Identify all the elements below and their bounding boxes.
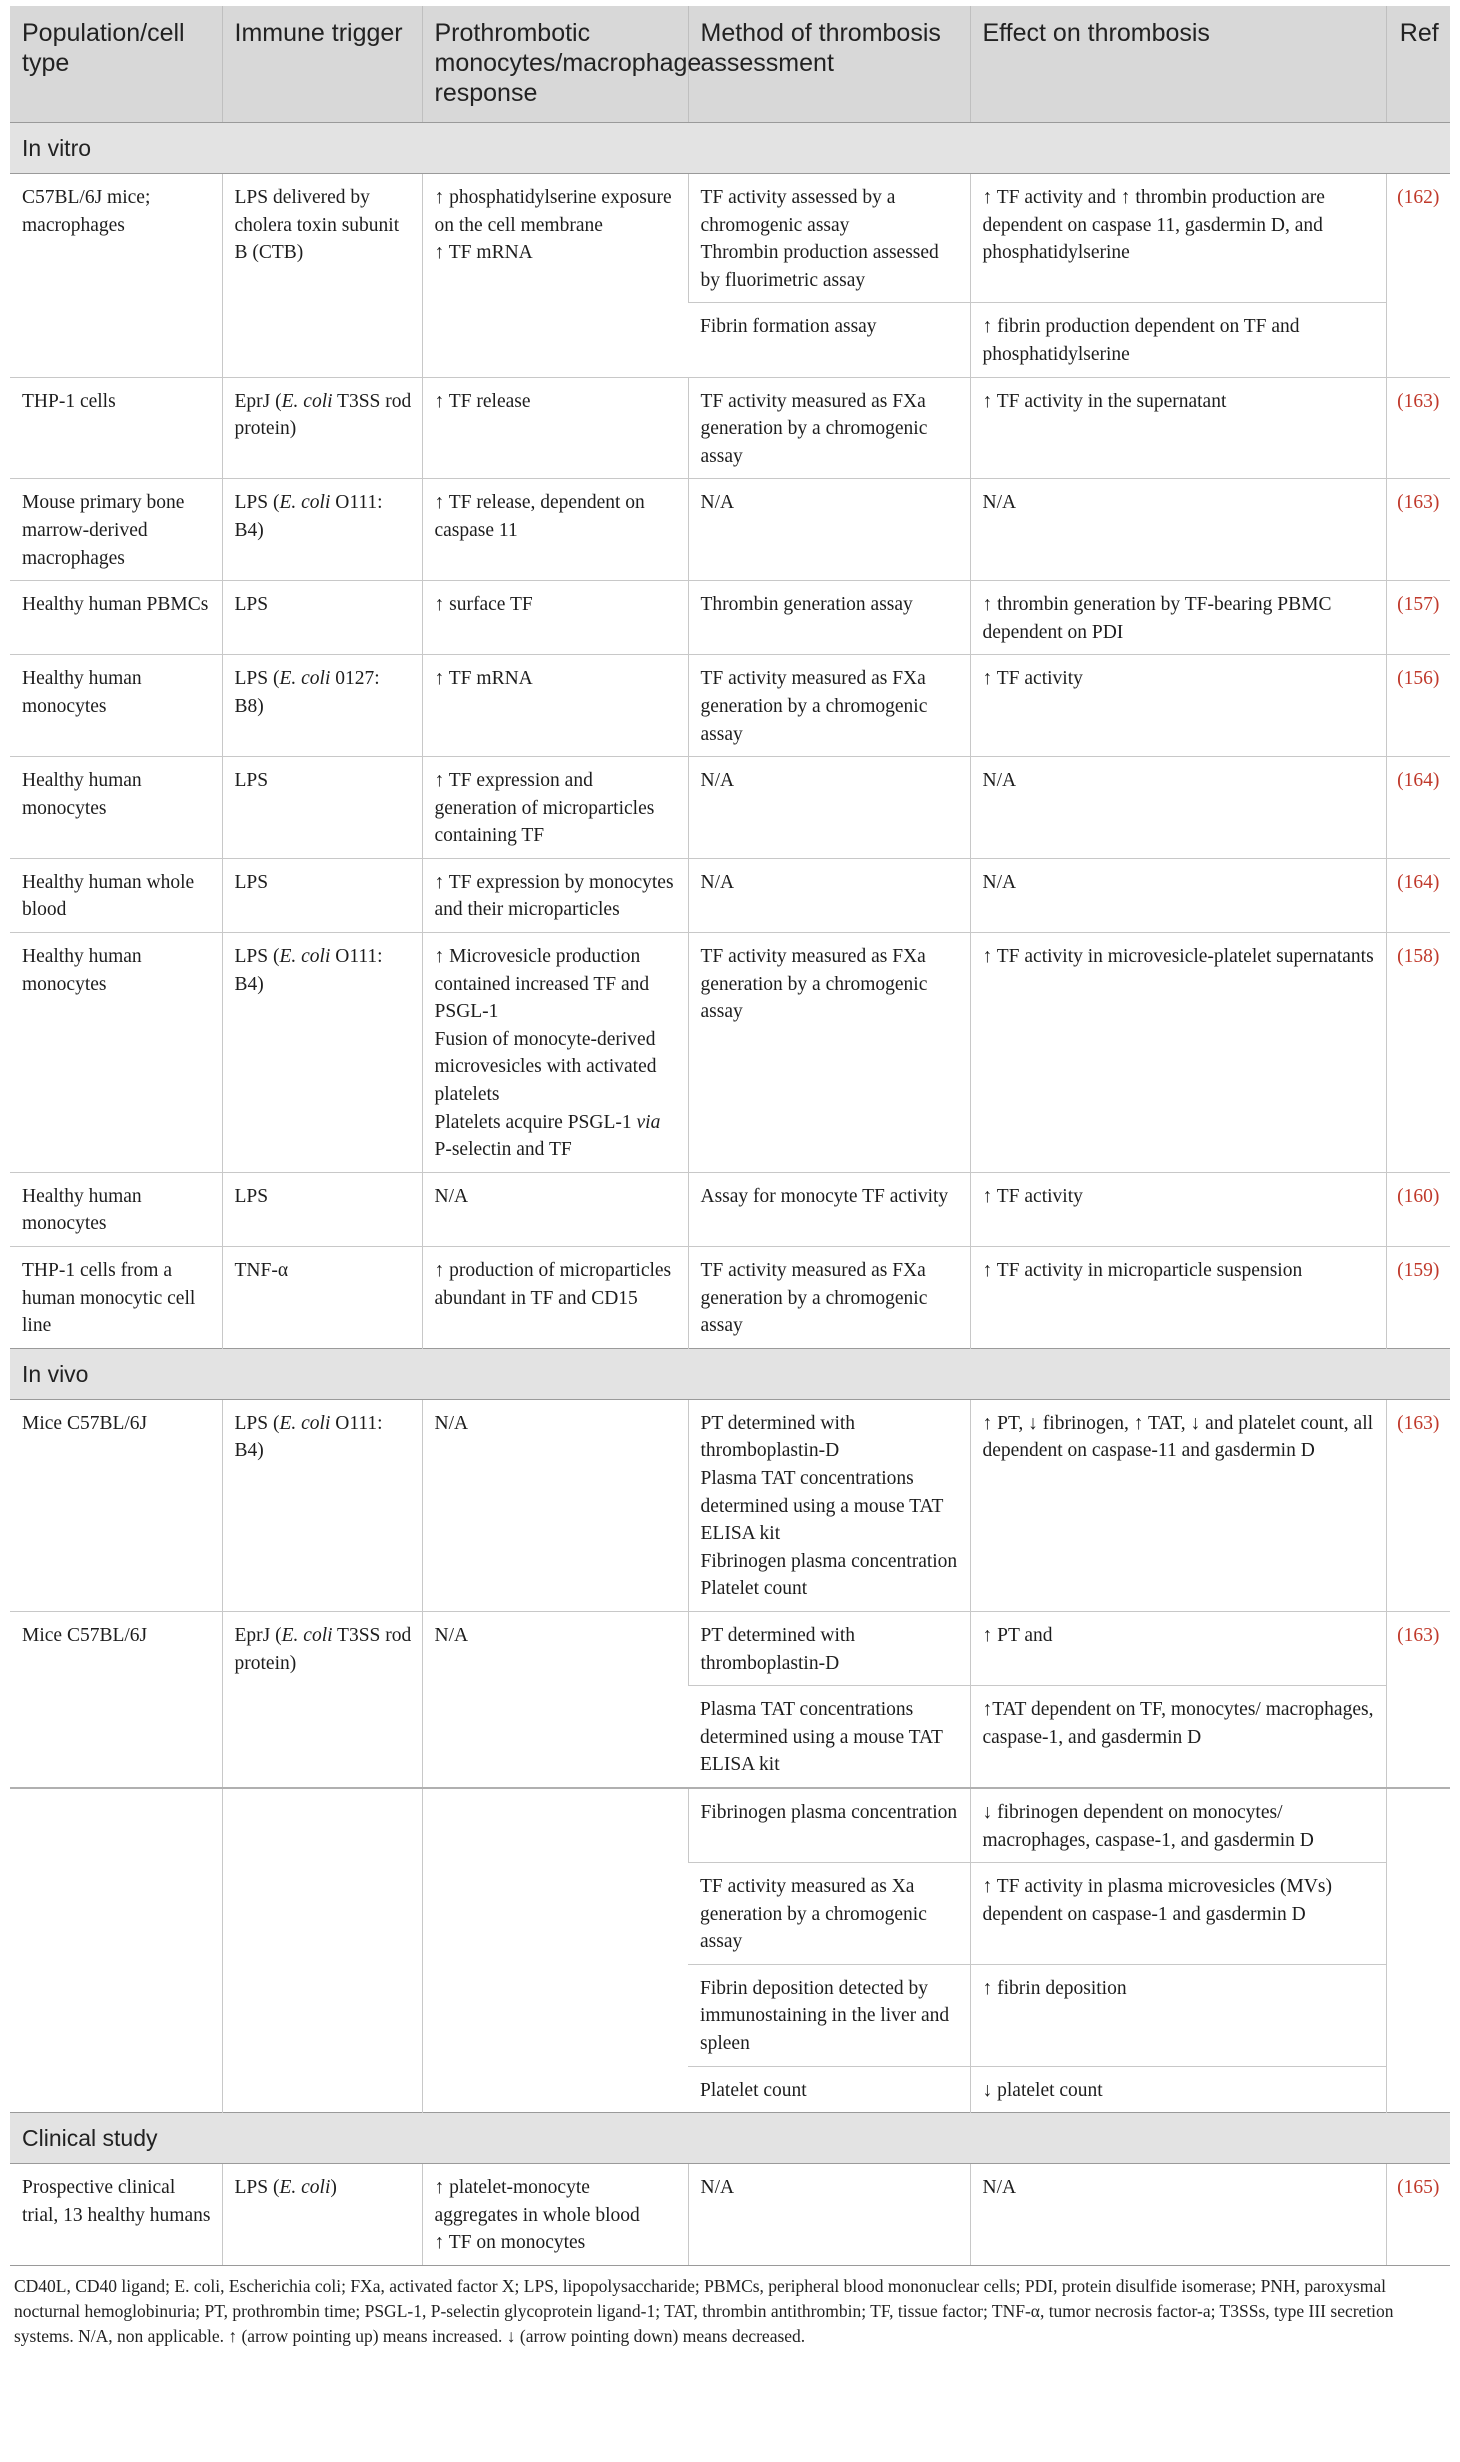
table-row <box>10 174 1450 303</box>
cell-population: Mouse primary bone marrow-derived macrophages <box>10 479 222 581</box>
cell-method: Platelet count <box>688 2066 970 2113</box>
cell-trigger: LPS <box>222 581 422 655</box>
cell-trigger: EprJ (E. coli T3SS rod protein) <box>222 1611 422 1787</box>
cell-response: ↑ TF expression and generation of microparticles containing TF <box>422 757 688 859</box>
cell-effect: ↑ PT, ↓ fibrinogen, ↑ TAT, ↓ and platelet count, all dependent on caspase-11 and gasdermin D <box>970 1399 1386 1611</box>
cell-ref-link[interactable]: (164) <box>1386 858 1450 932</box>
cell-effect: N/A <box>970 479 1386 581</box>
cell-method: Plasma TAT concentrations determined using a mouse TAT ELISA kit <box>688 1686 970 1788</box>
italic-text: E. coli <box>279 492 331 514</box>
cell-trigger: TNF-α <box>222 1247 422 1349</box>
cell-line: ↑ Microvesicle production contained increased TF and PSGL-1 <box>434 946 650 1023</box>
table-row <box>10 479 1450 581</box>
table-row <box>10 1399 1450 1611</box>
cell-population: THP-1 cells from a human monocytic cell line <box>10 1247 222 1349</box>
cell-ref-link[interactable]: (163) <box>1386 479 1450 581</box>
cell-method: TF activity measured as FXa generation by a chromogenic assay <box>688 1247 970 1349</box>
cell-method: Assay for monocyte TF activity <box>688 1172 970 1246</box>
cell-trigger: LPS (E. coli O111: B4) <box>222 1399 422 1611</box>
italic-text: E. coli <box>279 668 331 690</box>
cell-effect: ↑ TF activity in plasma microvesicles (MVs) dependent on caspase-1 and gasdermin D <box>970 1863 1386 1965</box>
section-label: In vivo <box>10 1348 1450 1399</box>
table-row <box>10 655 1450 757</box>
cell-method: Fibrin deposition detected by immunostaining in the liver and spleen <box>688 1964 970 2066</box>
table-row <box>10 1788 1450 1863</box>
cell-method: Thrombin generation assay <box>688 581 970 655</box>
cell-response <box>422 2164 688 2265</box>
cell-population: Healthy human monocytes <box>10 757 222 859</box>
cell-method: PT determined with thromboplastin-D <box>688 1611 970 1685</box>
header-population: Population/cell type <box>10 6 222 123</box>
table-row <box>10 377 1450 479</box>
cell-effect: ↑ fibrin deposition <box>970 1964 1386 2066</box>
cell-response: ↑ TF release <box>422 377 688 479</box>
cell-line: Fusion of monocyte-derived microvesicles with activated platelets <box>434 1028 657 1106</box>
cell-line: ↑ phosphatidylserine exposure on the cell membrane <box>434 187 672 236</box>
cell-trigger: EprJ (E. coli T3SS rod protein) <box>222 377 422 479</box>
cell-population: Healthy human PBMCs <box>10 581 222 655</box>
table-footnote: CD40L, CD40 ligand; E. coli, Escherichia coli; FXa, activated factor X; LPS, lipopolysaccharide; PBMCs, peripheral blood mononuclear cells; PDI, protein disulfide isomerase; PNH, paroxysmal nocturnal hemoglobinuria; PT, prothrombin time; PSGL-1, P-selectin glycoprotein ligand-1; TAT, thrombin antithrombin; TF, tissue factor; TNF-α, tumor necrosis factor-a; T3SSs, type III secretion systems. N/A, non applicable. ↑ (arrow pointing up) means increased. ↓ (arrow pointing down) means decreased. <box>10 2265 1450 2349</box>
cell-method: N/A <box>688 2164 970 2265</box>
cell-trigger: LPS (E. coli) <box>222 2164 422 2265</box>
cell-method: N/A <box>688 479 970 581</box>
cell-line: Platelets acquire PSGL-1 via P-selectin and TF <box>434 1111 661 1161</box>
cell-trigger: LPS delivered by cholera toxin subunit B (CTB) <box>222 174 422 378</box>
thrombosis-table <box>10 6 1450 2265</box>
cell-effect: ↑TAT dependent on TF, monocytes/ macrophages, caspase-1, and gasdermin D <box>970 1686 1386 1788</box>
cell-ref-link[interactable]: (156) <box>1386 655 1450 757</box>
cell-population: Mice C57BL/6J <box>10 1611 222 1787</box>
cell-method: Fibrinogen plasma concentration <box>688 1788 970 1863</box>
cell-response: N/A <box>422 1399 688 1611</box>
cell-ref-link[interactable]: (164) <box>1386 757 1450 859</box>
cell-ref-link[interactable]: (163) <box>1386 377 1450 479</box>
cell-trigger: LPS <box>222 757 422 859</box>
cell-trigger: LPS (E. coli 0127: B8) <box>222 655 422 757</box>
cell-ref-link[interactable]: (163) <box>1386 1399 1450 1611</box>
cell-empty <box>10 1788 222 2113</box>
cell-population: C57BL/6J mice; macrophages <box>10 174 222 378</box>
italic-text: E. coli <box>281 390 333 412</box>
cell-effect: ↑ TF activity and ↑ thrombin production are dependent on caspase 11, gasdermin D, and phosphatidylserine <box>970 174 1386 303</box>
section-row-clinical-study <box>10 2113 1450 2164</box>
cell-effect: ↑ TF activity in microvesicle-platelet supernatants <box>970 933 1386 1173</box>
section-label: Clinical study <box>10 2113 1450 2164</box>
table-row <box>10 933 1450 1173</box>
cell-response <box>422 933 688 1173</box>
header-method: Method of thrombosis assessment <box>688 6 970 123</box>
cell-effect: ↑ TF activity in microparticle suspension <box>970 1247 1386 1349</box>
cell-trigger: LPS (E. coli O111: B4) <box>222 479 422 581</box>
table-row <box>10 1611 1450 1685</box>
header-ref: Ref <box>1386 6 1450 123</box>
cell-method: TF activity measured as FXa generation by a chromogenic assay <box>688 933 970 1173</box>
cell-ref-link[interactable]: (157) <box>1386 581 1450 655</box>
cell-empty <box>422 1788 688 2113</box>
cell-response: N/A <box>422 1611 688 1787</box>
cell-line: TF activity assessed by a chromogenic assay <box>700 187 896 236</box>
cell-trigger: LPS <box>222 858 422 932</box>
table-row <box>10 757 1450 859</box>
cell-line: Fibrinogen plasma concentration <box>700 1550 958 1572</box>
cell-method: Fibrin formation assay <box>688 303 970 377</box>
italic-text: E. coli <box>279 2177 331 2199</box>
cell-effect: ↑ TF activity in the supernatant <box>970 377 1386 479</box>
table-row <box>10 1172 1450 1246</box>
cell-response: N/A <box>422 1172 688 1246</box>
header-trigger: Immune trigger <box>222 6 422 123</box>
cell-population: THP-1 cells <box>10 377 222 479</box>
cell-method: TF activity measured as FXa generation by a chromogenic assay <box>688 377 970 479</box>
cell-effect: ↓ platelet count <box>970 2066 1386 2113</box>
cell-line: PT determined with thromboplastin-D <box>700 1412 856 1462</box>
cell-method: TF activity measured as Xa generation by a chromogenic assay <box>688 1863 970 1965</box>
cell-method: N/A <box>688 757 970 859</box>
cell-ref-link[interactable]: (159) <box>1386 1247 1450 1349</box>
cell-response: ↑ production of microparticles abundant in TF and CD15 <box>422 1247 688 1349</box>
cell-trigger: LPS (E. coli O111: B4) <box>222 933 422 1173</box>
cell-method <box>688 1399 970 1611</box>
cell-effect: ↑ TF activity <box>970 1172 1386 1246</box>
italic-text: E. coli <box>281 1624 333 1646</box>
cell-empty <box>222 1788 422 2113</box>
cell-effect: ↓ fibrinogen dependent on monocytes/ macrophages, caspase-1, and gasdermin D <box>970 1788 1386 1863</box>
cell-effect: N/A <box>970 2164 1386 2265</box>
cell-ref-link[interactable]: (162) <box>1386 174 1450 378</box>
cell-ref-link[interactable]: (160) <box>1386 1172 1450 1246</box>
cell-population: Healthy human whole blood <box>10 858 222 932</box>
cell-line: ↑ TF on monocytes <box>434 2232 586 2254</box>
section-row-in-vivo <box>10 1348 1450 1399</box>
cell-population: Healthy human monocytes <box>10 933 222 1173</box>
table-row <box>10 1247 1450 1349</box>
cell-trigger: LPS <box>222 1172 422 1246</box>
italic-text: via <box>636 1111 661 1133</box>
cell-line: Thrombin production assessed by fluorimetric assay <box>700 242 939 291</box>
cell-response: ↑ TF release, dependent on caspase 11 <box>422 479 688 581</box>
section-label: In vitro <box>10 123 1450 174</box>
cell-population: Prospective clinical trial, 13 healthy humans <box>10 2164 222 2265</box>
cell-effect: ↑ TF activity <box>970 655 1386 757</box>
cell-population: Healthy human monocytes <box>10 655 222 757</box>
cell-empty <box>1386 1788 1450 2113</box>
cell-response: ↑ TF expression by monocytes and their microparticles <box>422 858 688 932</box>
cell-effect: ↑ fibrin production dependent on TF and phosphatidylserine <box>970 303 1386 377</box>
table-row <box>10 2164 1450 2265</box>
table-row <box>10 858 1450 932</box>
cell-ref-link[interactable]: (165) <box>1386 2164 1450 2265</box>
cell-response <box>422 174 688 378</box>
section-row-in-vitro <box>10 123 1450 174</box>
table-row <box>10 581 1450 655</box>
cell-line: Plasma TAT concentrations determined using a mouse TAT ELISA kit <box>700 1467 944 1545</box>
cell-method: TF activity measured as FXa generation by a chromogenic assay <box>688 655 970 757</box>
cell-response: ↑ surface TF <box>422 581 688 655</box>
cell-line: ↑ TF mRNA <box>434 242 533 264</box>
cell-population: Mice C57BL/6J <box>10 1399 222 1611</box>
cell-method <box>688 174 970 303</box>
cell-effect: ↑ PT and <box>970 1611 1386 1685</box>
header-effect: Effect on thrombosis <box>970 6 1386 123</box>
cell-effect: N/A <box>970 858 1386 932</box>
cell-ref-link[interactable]: (158) <box>1386 933 1450 1173</box>
cell-ref-link[interactable]: (163) <box>1386 1611 1450 1787</box>
italic-text: E. coli <box>279 1412 331 1434</box>
cell-effect: ↑ thrombin generation by TF-bearing PBMC dependent on PDI <box>970 581 1386 655</box>
table-header-row <box>10 6 1450 123</box>
italic-text: E. coli <box>279 946 331 968</box>
header-response: Prothrombotic monocytes/macrophage response <box>422 6 688 123</box>
cell-method: N/A <box>688 858 970 932</box>
cell-response: ↑ TF mRNA <box>422 655 688 757</box>
cell-effect: N/A <box>970 757 1386 859</box>
cell-line: ↑ platelet-monocyte aggregates in whole blood <box>434 2177 640 2226</box>
cell-population: Healthy human monocytes <box>10 1172 222 1246</box>
cell-line: Platelet count <box>700 1578 808 1600</box>
